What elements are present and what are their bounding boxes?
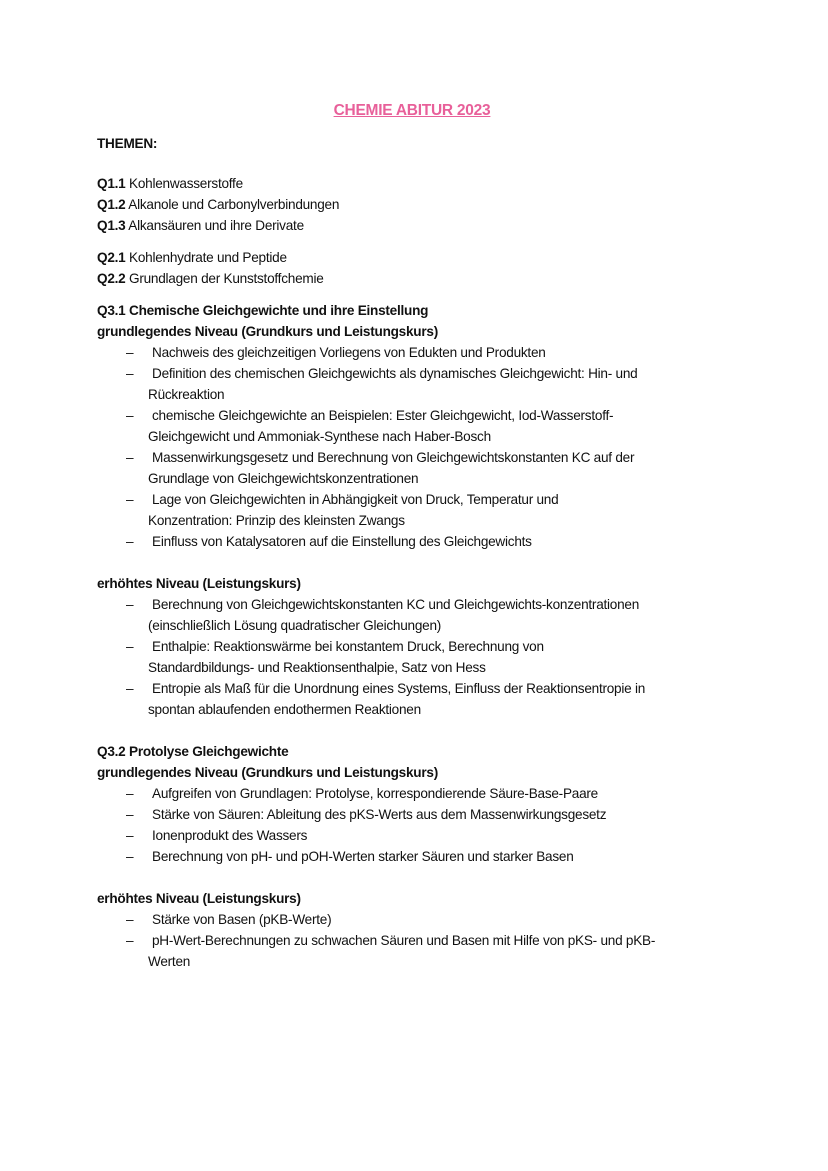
list-item-line: Stärke von Basen (pKB-Werte) <box>152 912 332 927</box>
topic-text: Alkansäuren und ihre Derivate <box>125 218 304 233</box>
list-item-line: Lage von Gleichgewichten in Abhängigkeit von Druck, Temperatur und <box>152 492 559 507</box>
list-item-line: Ionenprodukt des Wassers <box>152 828 308 843</box>
list-item-line: Massenwirkungsgesetz und Berechnung von Gleichgewichtskonstanten KC auf der <box>152 450 635 465</box>
list-item-line: (einschließlich Lösung quadratischer Gleichungen) <box>148 618 442 633</box>
dash-bullet-icon: – <box>126 408 134 423</box>
q32-basic-list <box>97 783 757 867</box>
dash-bullet-icon: – <box>126 597 134 612</box>
dash-bullet-icon: – <box>126 450 134 465</box>
dash-bullet-icon: – <box>126 849 134 864</box>
document-page <box>97 100 757 972</box>
topic-code: Q1.3 <box>97 218 126 233</box>
dash-bullet-icon: – <box>126 681 134 696</box>
list-item <box>97 447 757 489</box>
q32-advanced-list <box>97 909 757 972</box>
q32-advanced-heading: erhöhtes Niveau (Leistungskurs) <box>97 891 301 906</box>
q32-heading: Q3.2 Protolyse Gleichgewichte <box>97 744 289 759</box>
list-item-line: Werten <box>148 954 191 969</box>
list-item <box>97 846 757 867</box>
list-item <box>97 636 757 678</box>
topic-text: Alkanole und Carbonylverbindungen <box>125 197 340 212</box>
list-item <box>97 783 757 804</box>
list-item-line: Standardbildungs- und Reaktionsenthalpie, Satz von Hess <box>148 660 486 675</box>
list-item-line: Einfluss von Katalysatoren auf die Einstellung des Gleichgewichts <box>152 534 532 549</box>
list-item-line: Stärke von Säuren: Ableitung des pKS-Werts aus dem Massenwirkungsgesetz <box>152 807 607 822</box>
topics-q2 <box>97 247 757 289</box>
topic-item <box>97 268 757 289</box>
q31-advanced-heading: erhöhtes Niveau (Leistungskurs) <box>97 576 301 591</box>
list-item <box>97 405 757 447</box>
list-item-line: spontan ablaufenden endothermen Reaktionen <box>148 702 421 717</box>
topic-code: Q2.1 <box>97 250 126 265</box>
q31-basic-heading: grundlegendes Niveau (Grundkurs und Leistungskurs) <box>97 324 438 339</box>
list-item <box>97 531 757 552</box>
list-item-line: Berechnung von pH- und pOH-Werten starker Säuren und starker Basen <box>152 849 574 864</box>
dash-bullet-icon: – <box>126 786 134 801</box>
q31-advanced-list <box>97 594 757 720</box>
dash-bullet-icon: – <box>126 828 134 843</box>
dash-bullet-icon: – <box>126 912 134 927</box>
list-item <box>97 804 757 825</box>
list-item-line: Rückreaktion <box>148 387 225 402</box>
dash-bullet-icon: – <box>126 492 134 507</box>
topic-item <box>97 194 757 215</box>
list-item-line: Definition des chemischen Gleichgewichts als dynamisches Gleichgewicht: Hin- und <box>152 366 638 381</box>
list-item-line: Entropie als Maß für die Unordnung eines Systems, Einfluss der Reaktionsentropie in <box>152 681 646 696</box>
list-item <box>97 489 757 531</box>
topic-code: Q1.2 <box>97 197 126 212</box>
list-item <box>97 678 757 720</box>
list-item-line: Grundlage von Gleichgewichtskonzentrationen <box>148 471 419 486</box>
themen-heading: THEMEN: <box>97 136 158 151</box>
dash-bullet-icon: – <box>126 345 134 360</box>
q31-basic-list <box>97 342 757 552</box>
list-item-line: Nachweis des gleichzeitigen Vorliegens von Edukten und Produkten <box>152 345 546 360</box>
list-item <box>97 825 757 846</box>
topic-text: Grundlagen der Kunststoffchemie <box>125 271 324 286</box>
topic-item <box>97 247 757 268</box>
topic-text: Kohlenhydrate und Peptide <box>125 250 287 265</box>
list-item-line: chemische Gleichgewichte an Beispielen: Ester Gleichgewicht, Iod-Wasserstoff- <box>152 408 614 423</box>
document-title: CHEMIE ABITUR 2023 <box>333 102 491 119</box>
q31-heading: Q3.1 Chemische Gleichgewichte und ihre Einstellung <box>97 303 429 318</box>
dash-bullet-icon: – <box>126 534 134 549</box>
dash-bullet-icon: – <box>126 807 134 822</box>
list-item-line: Berechnung von Gleichgewichtskonstanten KC und Gleichgewichts-konzentrationen <box>152 597 640 612</box>
dash-bullet-icon: – <box>126 366 134 381</box>
topics-q1 <box>97 173 757 236</box>
list-item-line: Konzentration: Prinzip des kleinsten Zwangs <box>148 513 405 528</box>
dash-bullet-icon: – <box>126 639 134 654</box>
topic-text: Kohlenwasserstoffe <box>125 176 243 191</box>
dash-bullet-icon: – <box>126 933 134 948</box>
topic-code: Q2.2 <box>97 271 126 286</box>
list-item <box>97 909 757 930</box>
list-item <box>97 342 757 363</box>
list-item-line: Aufgreifen von Grundlagen: Protolyse, korrespondierende Säure-Base-Paare <box>152 786 598 801</box>
list-item <box>97 930 757 972</box>
topic-item <box>97 173 757 194</box>
list-item-line: pH-Wert-Berechnungen zu schwachen Säuren und Basen mit Hilfe von pKS- und pKB- <box>152 933 656 948</box>
list-item-line: Enthalpie: Reaktionswärme bei konstantem Druck, Berechnung von <box>152 639 544 654</box>
list-item-line: Gleichgewicht und Ammoniak-Synthese nach Haber-Bosch <box>148 429 491 444</box>
list-item <box>97 594 757 636</box>
q32-basic-heading: grundlegendes Niveau (Grundkurs und Leistungskurs) <box>97 765 438 780</box>
topic-code: Q1.1 <box>97 176 126 191</box>
topic-item <box>97 215 757 236</box>
list-item <box>97 363 757 405</box>
